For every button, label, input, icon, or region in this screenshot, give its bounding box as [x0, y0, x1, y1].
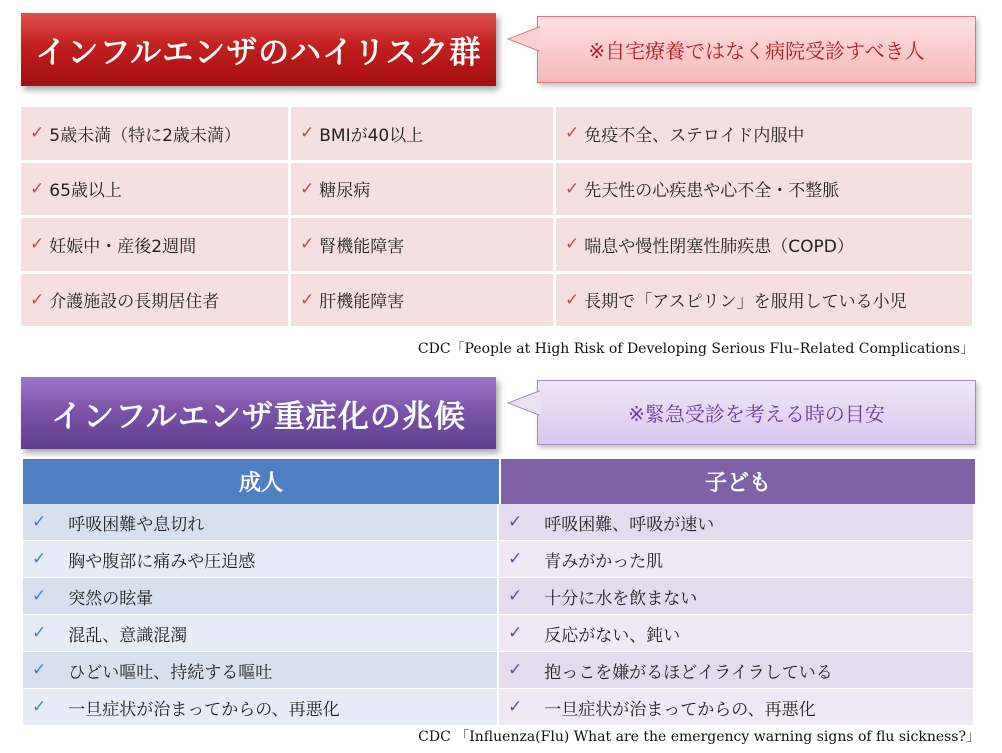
header-child: 子ども — [501, 459, 975, 504]
child-sign-cell — [499, 615, 973, 651]
checkmark-icon: ✓ — [30, 234, 45, 255]
risk-title: インフルエンザのハイリスク群 — [35, 35, 482, 71]
warning-callout-text: ※緊急受診を考える時の目安 — [628, 402, 885, 426]
risk-factor-cell — [556, 107, 975, 163]
risk-factor-label: 先天性の心疾患や心不全・不整脈 — [584, 181, 840, 202]
risk-factor-cell — [556, 218, 975, 274]
checkmark-icon: ✓ — [565, 123, 580, 144]
risk-factor-label: 介護施設の長期居住者 — [49, 292, 220, 313]
checkmark-icon: ✓ — [565, 178, 580, 199]
child-sign-label: 反応がない、鈍い — [544, 625, 681, 646]
callout-pointer — [508, 391, 540, 421]
risk-title-banner — [21, 13, 496, 86]
risk-factor-cell — [21, 107, 291, 163]
risk-factor-cell — [21, 163, 291, 219]
risk-factor-cell — [21, 218, 291, 274]
table-row — [23, 578, 975, 615]
table-row — [23, 541, 975, 578]
checkmark-icon: ✓ — [32, 623, 47, 643]
checkmark-icon: ✓ — [565, 234, 580, 255]
risk-factor-cell — [291, 163, 556, 219]
risk-factor-cell — [556, 163, 975, 219]
warning-callout — [537, 380, 976, 445]
risk-callout-text: ※自宅療養ではなく病院受診すべき人 — [588, 39, 925, 63]
risk-callout — [537, 16, 976, 83]
checkmark-icon: ✓ — [565, 289, 580, 310]
risk-factor-label: BMIが40以上 — [319, 125, 424, 146]
adult-sign-label: 一旦症状が治まってからの、再悪化 — [68, 699, 340, 720]
table-row — [23, 689, 975, 726]
child-sign-cell — [499, 652, 973, 688]
risk-factor-cell — [291, 107, 556, 163]
checkmark-icon: ✓ — [30, 178, 45, 199]
checkmark-icon: ✓ — [30, 123, 45, 144]
adult-sign-label: 突然の眩暈 — [68, 588, 154, 609]
adult-sign-cell — [23, 615, 499, 651]
adult-sign-cell — [23, 541, 499, 577]
risk-factor-label: 妊娠中・産後2週間 — [49, 236, 197, 257]
warning-signs-table — [23, 459, 975, 726]
risk-factor-label: 65歳以上 — [49, 181, 122, 202]
risk-factor-label: 腎機能障害 — [319, 236, 405, 257]
checkmark-icon: ✓ — [300, 178, 315, 199]
child-sign-cell — [499, 504, 973, 540]
child-sign-label: 一旦症状が治まってからの、再悪化 — [544, 699, 816, 720]
risk-factor-label: 5歳未満（特に2歳未満） — [49, 125, 241, 146]
child-sign-cell — [499, 689, 973, 725]
checkmark-icon: ✓ — [32, 660, 47, 680]
adult-sign-label: 胸や腹部に痛みや圧迫感 — [68, 551, 256, 572]
adult-sign-cell — [23, 652, 499, 688]
adult-sign-label: 混乱、意識混濁 — [68, 625, 188, 646]
checkmark-icon: ✓ — [508, 623, 523, 643]
child-sign-label: 呼吸困難、呼吸が速い — [544, 514, 715, 535]
warning-citation: CDC 「Influenza(Flu) What are the emergency warning signs of flu sickness?」 — [418, 729, 980, 745]
checkmark-icon: ✓ — [508, 512, 523, 532]
checkmark-icon: ✓ — [32, 549, 47, 569]
checkmark-icon: ✓ — [32, 512, 47, 532]
adult-sign-cell — [23, 578, 499, 614]
risk-factor-label: 免疫不全、ステロイド内服中 — [584, 125, 805, 146]
adult-sign-label: 呼吸困難や息切れ — [68, 514, 205, 535]
risk-factor-cell — [556, 274, 975, 330]
warning-table-body — [23, 504, 975, 726]
checkmark-icon: ✓ — [300, 234, 315, 255]
checkmark-icon: ✓ — [30, 289, 45, 310]
warning-table-header — [23, 459, 975, 504]
callout-pointer — [508, 27, 540, 57]
checkmark-icon: ✓ — [508, 586, 523, 606]
table-row — [23, 615, 975, 652]
checkmark-icon: ✓ — [32, 586, 47, 606]
table-row — [23, 504, 975, 541]
header-adult: 成人 — [23, 459, 501, 504]
adult-sign-cell — [23, 504, 499, 540]
warning-title-banner — [21, 377, 496, 449]
adult-sign-label: ひどい嘔吐、持続する嘔吐 — [68, 662, 273, 683]
risk-factor-cell — [291, 218, 556, 274]
risk-factor-label: 長期で「アスピリン」を服用している小児 — [584, 292, 907, 313]
checkmark-icon: ✓ — [508, 660, 523, 680]
risk-factor-label: 糖尿病 — [319, 181, 371, 202]
table-row — [23, 652, 975, 689]
risk-factor-label: 肝機能障害 — [319, 292, 405, 313]
risk-factor-label: 喘息や慢性閉塞性肺疾患（COPD） — [584, 236, 854, 257]
checkmark-icon: ✓ — [508, 549, 523, 569]
warning-title: インフルエンザ重症化の兆候 — [51, 398, 466, 435]
risk-factor-grid — [21, 107, 975, 329]
risk-citation: CDC「People at High Risk of Developing Serious Flu–Related Complications」 — [417, 341, 974, 357]
checkmark-icon: ✓ — [300, 289, 315, 310]
checkmark-icon: ✓ — [32, 697, 47, 717]
checkmark-icon: ✓ — [300, 123, 315, 144]
adult-sign-cell — [23, 689, 499, 725]
risk-factor-cell — [291, 274, 556, 330]
child-sign-label: 十分に水を飲まない — [544, 588, 698, 609]
child-sign-cell — [499, 578, 973, 614]
checkmark-icon: ✓ — [508, 697, 523, 717]
risk-factor-cell — [21, 274, 291, 330]
child-sign-label: 抱っこを嫌がるほどイライラしている — [544, 662, 833, 683]
child-sign-cell — [499, 541, 973, 577]
child-sign-label: 青みがかった肌 — [544, 551, 664, 572]
